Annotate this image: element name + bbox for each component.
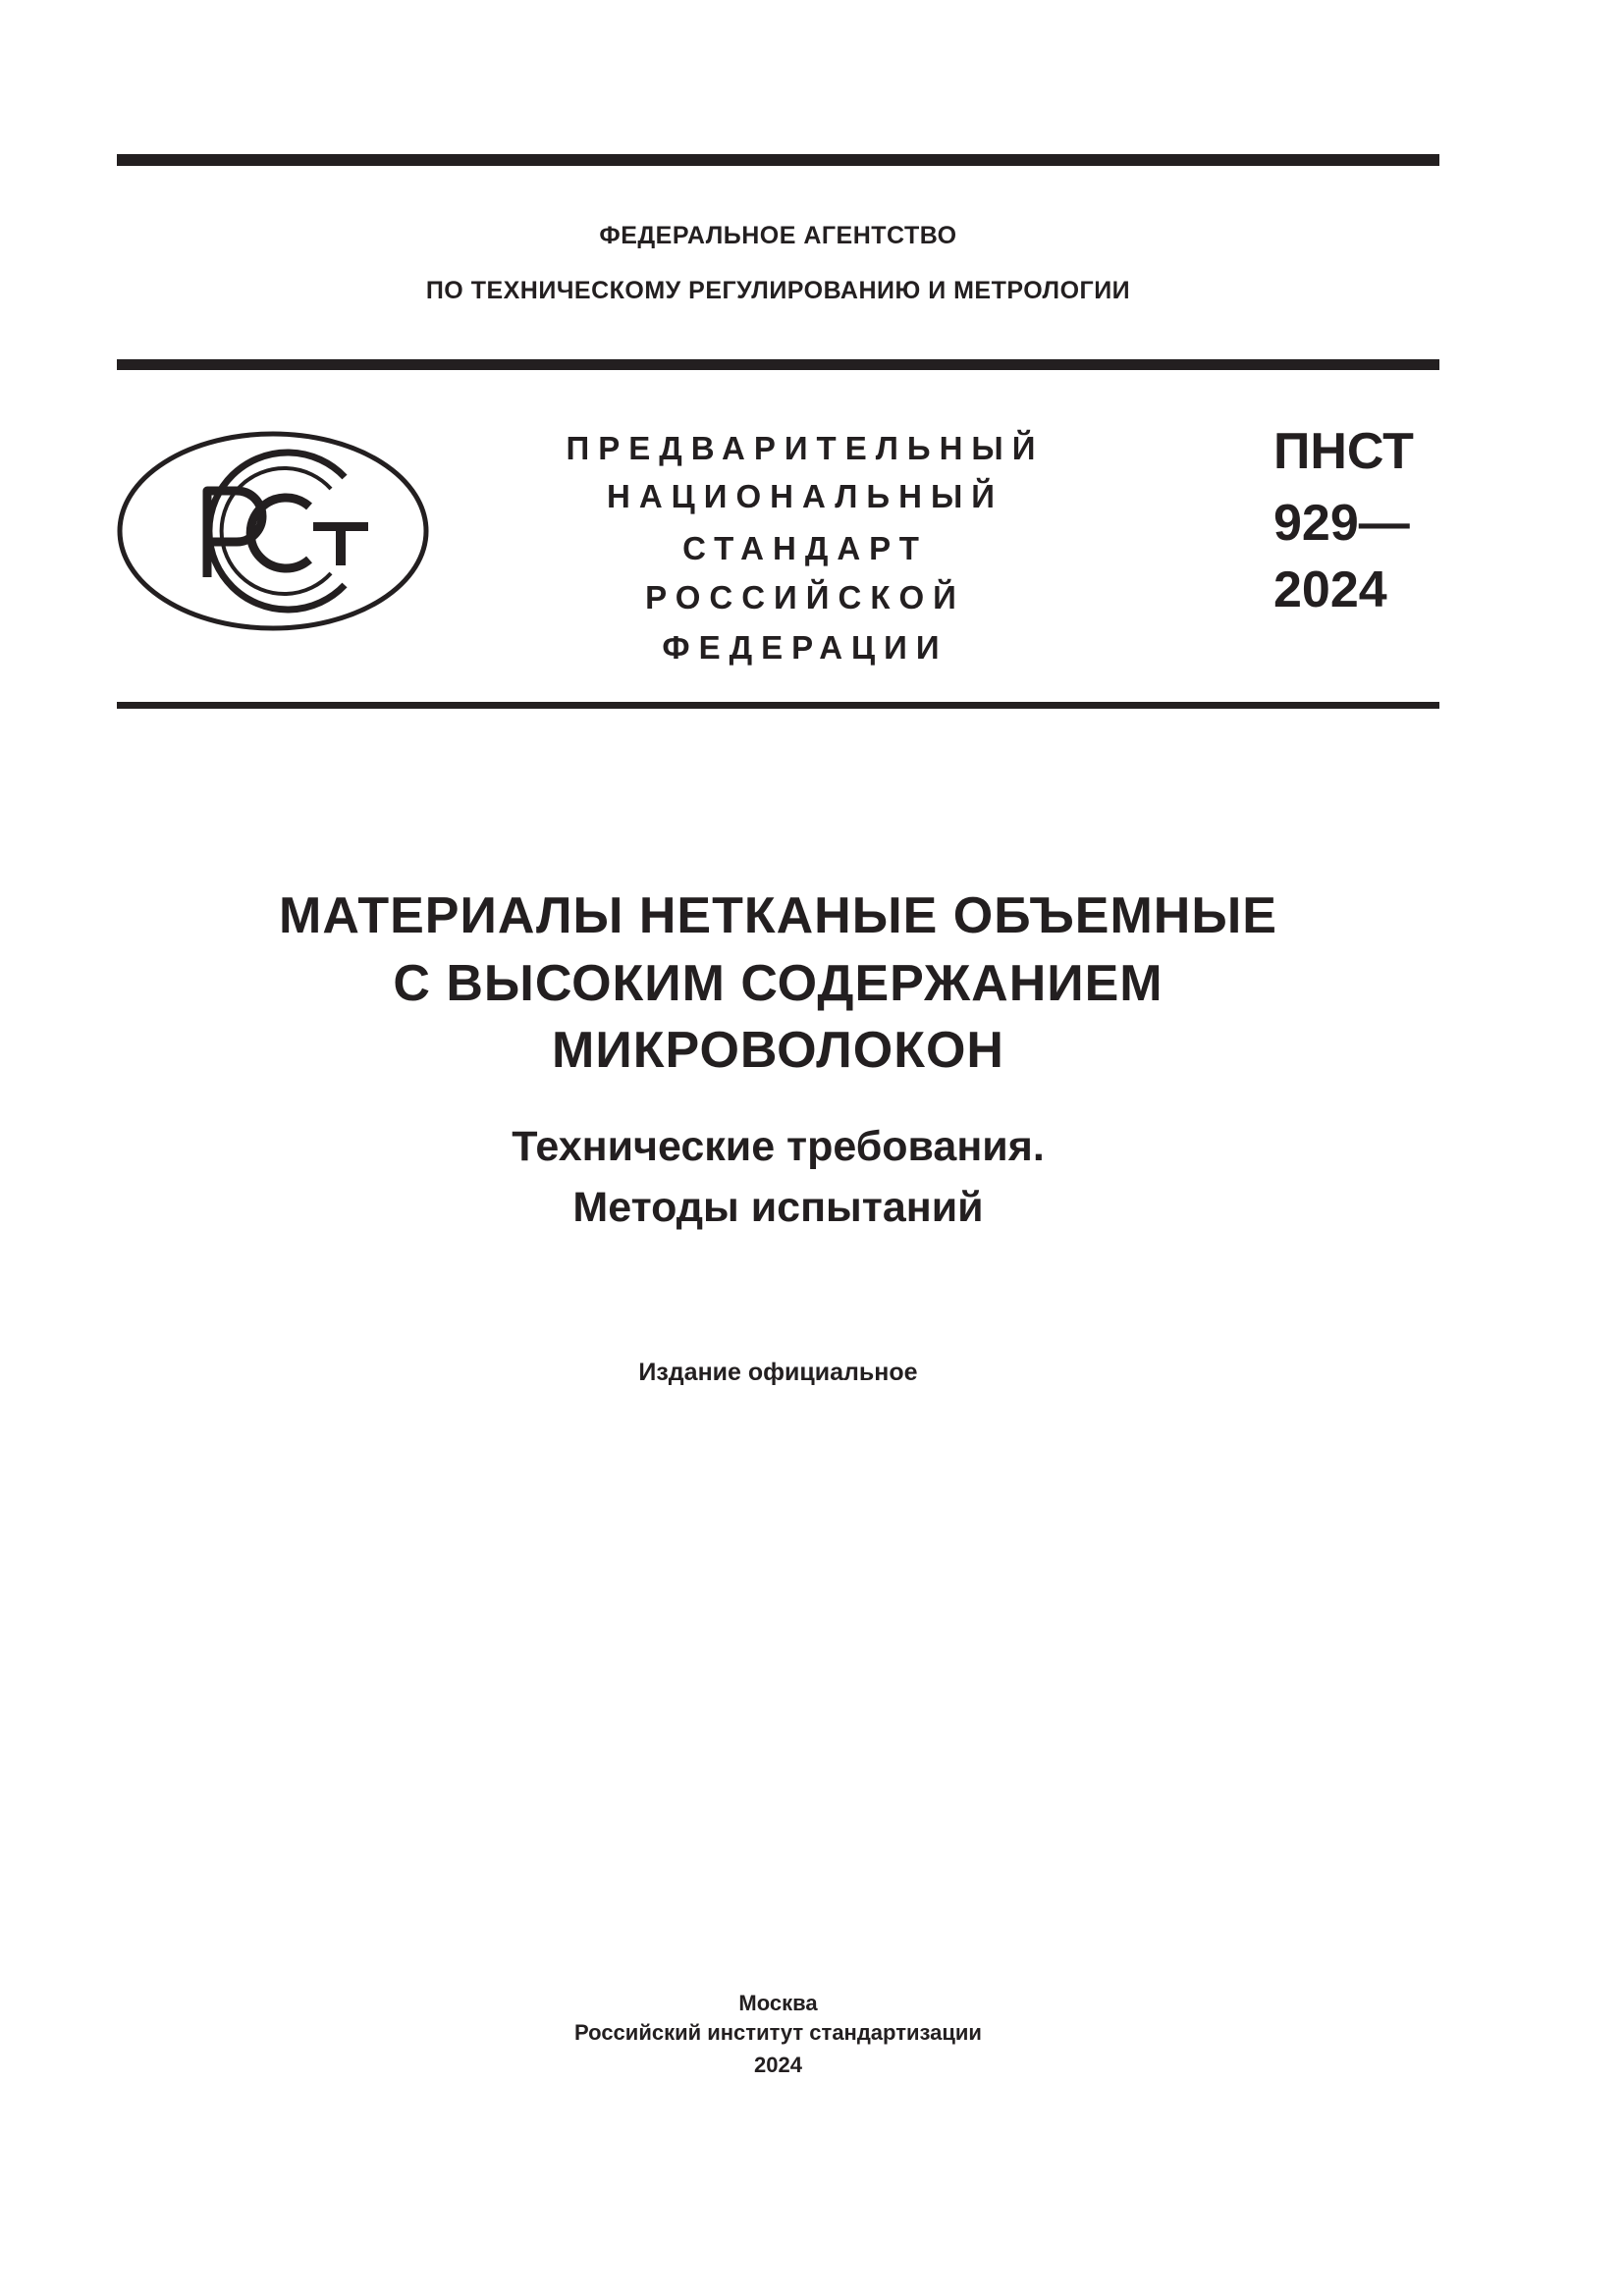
imprint-year: 2024 <box>754 2053 802 2077</box>
standard-code-year: 2024 <box>1273 561 1387 618</box>
imprint-publisher: Российский институт стандартизации <box>574 2020 982 2045</box>
standard-kind-line-3: СТАНДАРТ <box>682 530 928 566</box>
header-rule <box>117 359 1439 370</box>
agency-line-2: ПО ТЕХНИЧЕСКОМУ РЕГУЛИРОВАНИЮ И МЕТРОЛОГИИ <box>425 277 1131 304</box>
standard-kind-line-2: НАЦИОНАЛЬНЫЙ <box>607 478 1003 514</box>
document-title-line-2: С ВЫСОКИМ СОДЕРЖАНИЕМ <box>393 955 1164 1012</box>
standard-kind-line-4: РОССИЙСКОЙ <box>645 579 965 615</box>
imprint-city: Москва <box>738 1991 818 2015</box>
gost-r-logo-icon <box>117 430 429 632</box>
document-subtitle-line-2: Методы испытаний <box>572 1184 984 1231</box>
top-rule <box>117 154 1439 166</box>
document-title-line-1: МАТЕРИАЛЫ НЕТКАНЫЕ ОБЪЕМНЫЕ <box>279 887 1277 944</box>
agency-line-1: ФЕДЕРАЛЬНОЕ АГЕНТСТВО <box>599 222 957 249</box>
standard-code-prefix: ПНСТ <box>1273 423 1414 480</box>
edition-note: Издание официальное <box>638 1359 918 1386</box>
header-bottom-rule <box>117 702 1439 709</box>
standard-kind-line-1: ПРЕДВАРИТЕЛЬНЫЙ <box>566 430 1045 466</box>
document-subtitle-line-1: Технические требования. <box>512 1123 1045 1170</box>
gost-r-logo <box>117 430 429 632</box>
document-title-line-3: МИКРОВОЛОКОН <box>552 1022 1004 1079</box>
standard-kind-line-5: ФЕДЕРАЦИИ <box>662 629 948 666</box>
standard-code-number: 929— <box>1273 495 1410 552</box>
